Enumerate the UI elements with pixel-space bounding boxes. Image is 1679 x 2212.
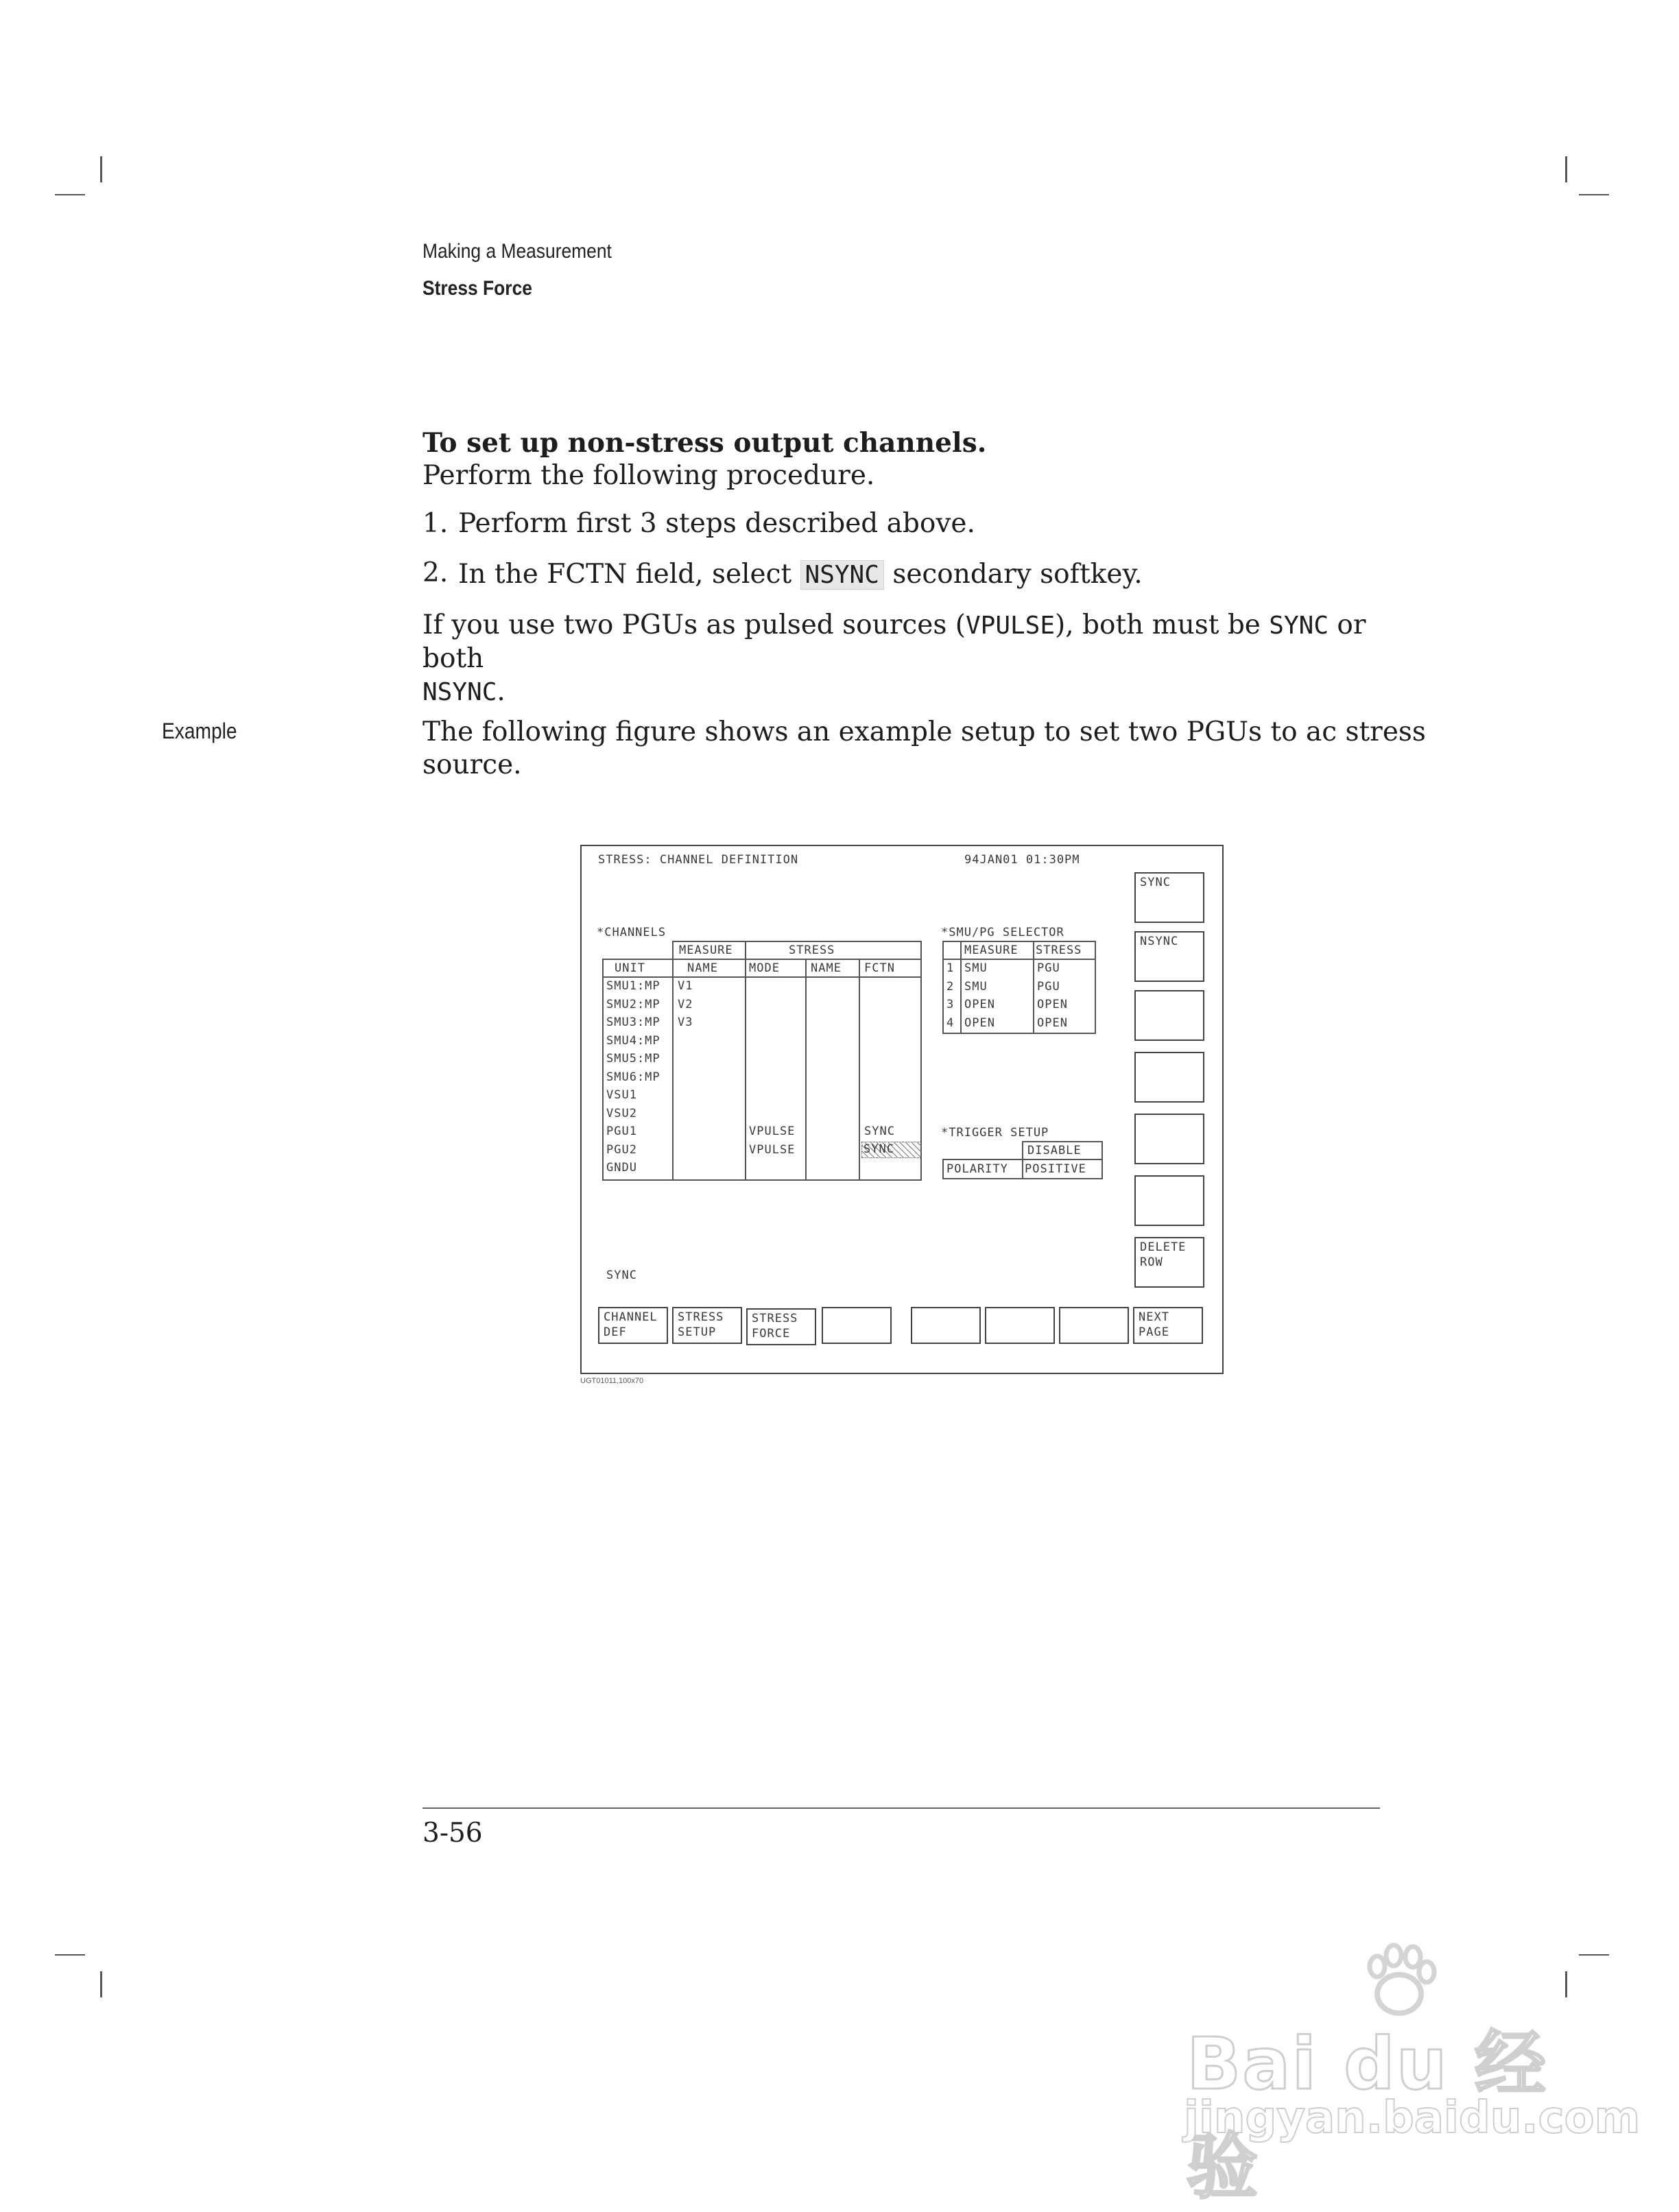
sel-stress: OPEN [1037,1015,1068,1030]
step-text-pre: In the FCTN field, select [458,559,792,590]
watermark-url: jingyan.baidu.com [1184,2093,1641,2143]
next-page-softkey[interactable] [1133,1307,1203,1344]
channels-table [602,941,922,1181]
selector-row[interactable] [942,980,1096,998]
stress-force-label [752,1311,798,1341]
sel-num: 3 [946,998,955,1011]
sync-softkey-label: SYNC [1140,876,1171,889]
unit-cell: SMU2:MP [606,997,660,1011]
sel-stress: PGU [1037,961,1060,975]
next-label: NEXT [1139,1310,1169,1324]
blank-softkey[interactable] [822,1307,892,1344]
nsync-softkey-label: NSYNC [1140,935,1179,948]
setup-label: SETUP [678,1325,717,1339]
unit-cell: VSU2 [606,1106,637,1120]
sync-softkey[interactable] [1134,872,1204,923]
unit-cell: SMU1:MP [606,979,660,993]
fctn-cell: SYNC [864,1125,895,1138]
sel-measure: SMU [964,979,988,994]
col-header-stress-name: NAME [811,961,842,975]
channel-def-softkey[interactable] [598,1307,668,1344]
mode-cell: VPULSE [749,1125,796,1138]
stress-label: STRESS [678,1310,724,1324]
stress-label: STRESS [752,1312,798,1325]
example-label: Example [162,719,237,743]
step-number: 2. [422,557,449,588]
channel-label: CHANNEL [604,1310,658,1324]
screen-title: STRESS: CHANNEL DEFINITION [598,853,799,867]
blank-softkey[interactable] [1134,1114,1204,1164]
step-number: 1. [422,508,449,539]
sel-num: 4 [946,1015,955,1030]
crop-mark [1579,194,1609,195]
selector-row[interactable] [942,998,1096,1016]
crop-mark [100,1971,102,1997]
trigger-table [942,1141,1103,1179]
force-label: FORCE [752,1327,791,1341]
stress-setup-softkey[interactable] [672,1307,742,1344]
stress-setup-label [678,1310,724,1340]
unit-cell: SMU5:MP [606,1052,660,1066]
nsync-softkey-ref: NSYNC [800,560,884,590]
sel-measure: OPEN [964,998,995,1011]
selector-rows [942,961,1096,1034]
unit-cell: SMU4:MP [606,1033,660,1048]
col-header-name: NAME [687,961,718,975]
mode-cell: VPULSE [749,1142,796,1157]
col-header-unit: UNIT [615,961,645,975]
trigger-polarity-value[interactable]: POSITIVE [1025,1162,1086,1176]
name-cell: V3 [678,1015,693,1029]
page-number: 3-56 [422,1818,483,1849]
crop-mark [1565,156,1567,182]
next-page-label [1139,1310,1169,1340]
selector-row[interactable] [942,1016,1096,1035]
sel-measure: SMU [964,961,988,975]
selector-row[interactable] [942,961,1096,980]
step-text [458,558,1143,592]
sel-stress: OPEN [1037,998,1068,1011]
sel-measure: OPEN [964,1015,995,1030]
footer-rule [422,1807,1380,1809]
channels-label: *CHANNELS [597,926,667,939]
note-paragraph [422,609,1383,709]
delete-row-softkey[interactable] [1134,1237,1204,1288]
figure-id: UGT01011,100x70 [580,1377,644,1385]
row-label: ROW [1140,1255,1163,1269]
note-text: or both [422,610,1366,674]
name-cell: V1 [678,979,693,993]
def-label: DEF [604,1325,627,1339]
selector-table [942,941,1096,1034]
step-text: Perform first 3 steps described above. [458,508,975,539]
sel-num: 1 [946,961,955,975]
unit-cell: PGU2 [606,1142,637,1157]
col-header-measure: MEASURE [679,943,733,957]
selector-label: *SMU/PG SELECTOR [941,926,1064,939]
trigger-disable[interactable]: DISABLE [1027,1144,1082,1157]
sync-ref: SYNC [1269,612,1329,640]
example-text-line1: The following figure shows an example setup to set two PGUs to ac stress [422,717,1426,747]
note-text: If you use two PGUs as pulsed sources ( [422,610,966,640]
crop-mark [100,156,102,182]
unit-cell: GNDU [606,1161,637,1175]
section-header: Making a Measurement [422,240,612,263]
procedure-intro: Perform the following procedure. [422,460,875,491]
vpulse-ref: VPULSE [965,612,1056,640]
status-line: SYNC [606,1269,637,1282]
crop-mark [55,1954,85,1956]
unit-cell: SMU3:MP [606,1015,660,1029]
blank-softkey[interactable] [1134,1052,1204,1103]
blank-softkey[interactable] [1134,1175,1204,1226]
trigger-label: *TRIGGER SETUP [941,1126,1049,1140]
sel-stress: PGU [1037,979,1060,994]
col-header-fctn: FCTN [864,961,895,975]
stress-force-softkey[interactable] [746,1308,816,1345]
delete-row-label [1140,1240,1186,1270]
unit-cell: VSU1 [606,1088,637,1102]
watermark-brand: Bai du 经验 [1187,2022,1547,2209]
crop-mark [55,194,85,195]
blank-softkey[interactable] [1134,990,1204,1041]
channel-def-label [604,1310,658,1340]
screen-frame [580,845,1224,1374]
step-text-post: secondary softkey. [892,559,1143,590]
nsync-ref: NSYNC [422,678,497,706]
trigger-polarity-label: POLARITY [946,1162,1008,1176]
unit-cell: SMU6:MP [606,1070,660,1084]
example-text-line2: source. [422,749,522,780]
fctn-cell-selected[interactable]: SYNC [861,1142,922,1158]
procedure-title: To set up non-stress output channels. [422,427,987,459]
sel-num: 2 [946,979,955,994]
delete-label: DELETE [1140,1240,1187,1254]
page-label: PAGE [1139,1325,1169,1339]
note-text: . [497,676,505,707]
nsync-softkey[interactable] [1134,931,1204,982]
baidu-watermark [1180,1940,1641,2209]
name-cell: V2 [678,997,693,1011]
blank-softkey[interactable] [1059,1307,1129,1344]
col-header-stress: STRESS [789,943,835,957]
unit-cell: PGU1 [606,1125,637,1138]
sel-col-stress: STRESS [1036,943,1082,957]
col-header-mode: MODE [749,961,780,975]
blank-softkey[interactable] [985,1307,1055,1344]
note-text: ), both must be [1055,610,1261,640]
sel-col-measure: MEASURE [964,943,1019,957]
screen-datetime: 94JAN01 01:30PM [964,853,1080,867]
blank-softkey[interactable] [911,1307,981,1344]
subsection-header: Stress Force [422,277,532,300]
